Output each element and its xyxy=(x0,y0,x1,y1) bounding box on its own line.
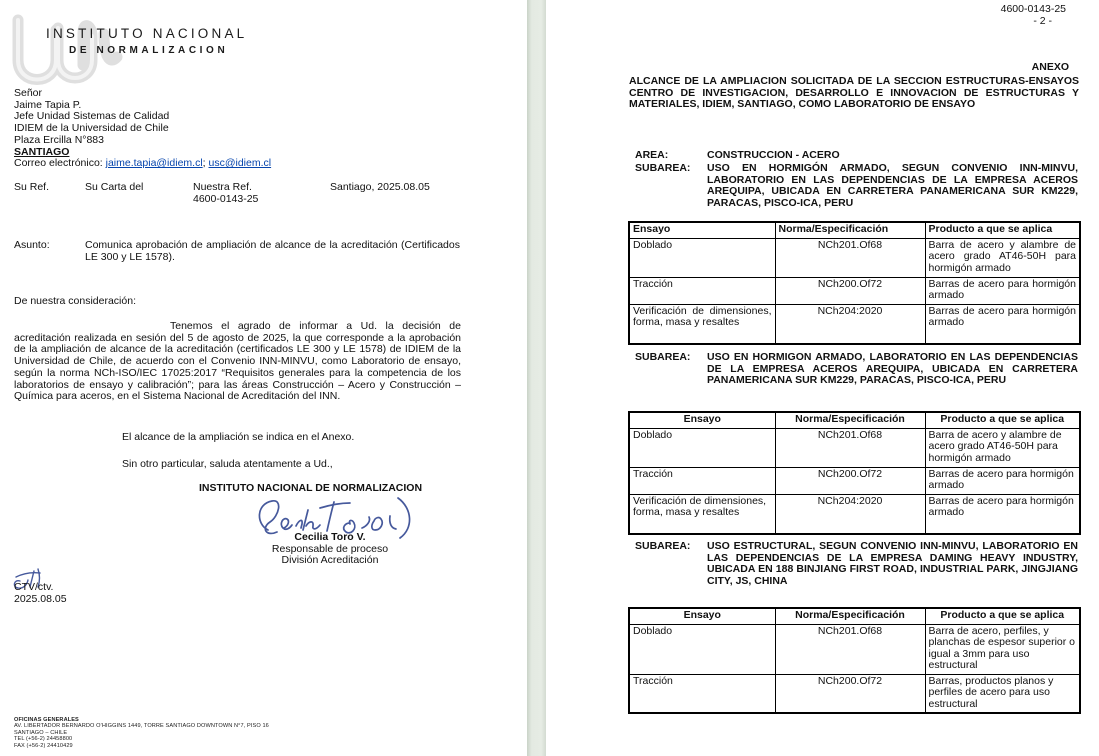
cell-ensayo: Tracción xyxy=(629,277,775,304)
table-header-ensayo: Ensayo xyxy=(629,412,775,428)
cell-ensayo: Tracción xyxy=(629,674,775,713)
cell-ensayo: Doblado xyxy=(629,624,775,674)
table-row xyxy=(629,494,1080,534)
table-header-producto: Producto a que se aplica xyxy=(925,222,1080,238)
place-date: Santiago, 2025.08.05 xyxy=(330,181,430,193)
recipient-block xyxy=(14,88,434,170)
cell-producto: Barras de acero para hormigón armado xyxy=(925,277,1080,304)
typist-initials: CTV/ctv. xyxy=(14,581,54,593)
cell-ensayo: Verificación de dimensiones, forma, masa y resaltes xyxy=(629,494,775,534)
cell-producto: Barras de acero para hormigón armado xyxy=(925,494,1080,534)
table-row xyxy=(629,277,1080,304)
recipient-line: Señor xyxy=(14,87,43,99)
subarea-label-3: SUBAREA: xyxy=(635,540,691,552)
cell-ensayo: Doblado xyxy=(629,428,775,467)
recipient-line: Jefe Unidad Sistemas de Calidad xyxy=(14,110,170,123)
table-row xyxy=(629,467,1080,494)
cell-norma: NCh200.Of72 xyxy=(775,674,925,713)
cell-norma: NCh204:2020 xyxy=(775,304,925,344)
table-header-norma: Norma/Especificación xyxy=(775,412,925,428)
email-link-2[interactable]: usc@idiem.cl xyxy=(208,157,272,170)
closing-line: Sin otro particular, saluda atentamente a Ud., xyxy=(122,458,333,470)
subarea-text-3: USO ESTRUCTURAL, SEGUN CONVENIO INN-MINVU, LABORATORIO EN LAS DEPENDENCIAS DE LA EMPRESA DAMING HEAVY INDUSTRY, UBICADA EN 188 BINJIANG FIRST ROAD, INDUSTRIAL PARK, JINGJIANG CITY, JS, CHINA xyxy=(707,540,1078,588)
table-row xyxy=(629,428,1080,467)
table-row xyxy=(629,238,1080,277)
nuestra-ref-label: Nuestra Ref. xyxy=(193,181,252,193)
signer-role-2: División Acreditación xyxy=(281,554,379,567)
table-header-row xyxy=(629,412,1080,428)
annex-table-1 xyxy=(628,221,1081,345)
recipient-line: Plaza Ercilla N°883 xyxy=(14,133,104,146)
area-value: CONSTRUCCION - ACERO xyxy=(707,149,840,161)
footer-fax: FAX (+56-2) 24410429 xyxy=(14,742,73,749)
recipient-city: SANTIAGO xyxy=(14,145,70,158)
cell-producto: Barra de acero, perfiles, y planchas de espesor superior o igual a 3mm para uso estructural xyxy=(925,624,1080,674)
anexo-note: El alcance de la ampliación se indica en el Anexo. xyxy=(122,431,355,443)
area-label: AREA: xyxy=(635,149,669,161)
email-link-1[interactable]: jaime.tapia@idiem.cl xyxy=(105,157,203,170)
recipient-line: Jaime Tapia P. xyxy=(14,98,82,111)
page-gutter xyxy=(527,0,546,756)
annex-page-number: - 2 - xyxy=(1033,15,1052,27)
footer-address: AV. LIBERTADOR BERNARDO O’HIGGINS 1449, TORRE SANTIAGO DOWNTOWN N°7, PISO 16 xyxy=(14,723,269,730)
recipient-line: IDIEM de la Universidad de Chile xyxy=(14,122,169,135)
cell-ensayo: Doblado xyxy=(629,238,775,277)
signer-block xyxy=(250,532,410,567)
table-row xyxy=(629,624,1080,674)
footer-tel: TEL (+56-2) 24458800 xyxy=(14,736,73,743)
salutation: De nuestra consideración: xyxy=(14,295,136,307)
cell-producto: Barras de acero para hormigón armado xyxy=(925,304,1080,344)
annex-page xyxy=(546,0,1099,756)
table-header-ensayo: Ensayo xyxy=(629,608,775,624)
cell-producto: Barras, productos planos y perfiles de acero para uso estructural xyxy=(925,674,1080,713)
letterhead-line1: INSTITUTO NACIONAL xyxy=(46,26,248,41)
subarea-label-1: SUBAREA: xyxy=(635,162,691,174)
email-line xyxy=(14,158,434,170)
body-paragraph: Tenemos el agrado de informar a Ud. la decisión de acreditación realizada en sesión del 5 de agosto de 2025, la que corresponde a la aprobación de la ampliación de alcance de la acreditación (certificados LE 300 y LE 1578) de IDIEM de la Universidad de Chile, de acuerdo con el Convenio INN-MINVU, como Laboratorio de ensayo, según la norma NCh-ISO/IEC 17025:2017 “Requisitos generales para la competencia de los laboratorios de ensayo y calibración”; para las áreas Construcción – Acero y Construcción – Química para aceros, en el Sistema Nacional de Acreditación del INN. xyxy=(14,320,461,403)
annex-doc-number: 4600-0143-25 xyxy=(1000,3,1066,15)
annex-title: ALCANCE DE LA AMPLIACION SOLICITADA DE LA SECCION ESTRUCTURAS-ENSAYOS CENTRO DE INVESTIGACION, DESARROLLO E INNOVACION DE ESTRUCTURAS Y MATERIALES, IDIEM, SANTIAGO, COMO LABORATORIO DE ENSAYO xyxy=(629,75,1079,111)
table-header-producto: Producto a que se aplica xyxy=(925,608,1080,624)
email-separator: ; xyxy=(202,157,209,170)
table-row xyxy=(629,674,1080,713)
letter-page xyxy=(0,0,527,756)
annex-table-3 xyxy=(628,607,1081,714)
asunto-text: Comunica aprobación de ampliación de alcance de la acreditación (Certificados LE 300 y LE 1578). xyxy=(85,239,460,263)
table-header-ensayo: Ensayo xyxy=(629,222,775,238)
su-ref-label: Su Ref. xyxy=(14,181,50,193)
su-carta-label: Su Carta del xyxy=(85,181,144,193)
table-header-row xyxy=(629,222,1080,238)
signer-role-1: Responsable de proceso xyxy=(271,542,389,555)
signer-name: Cecilia Toro V. xyxy=(294,531,366,543)
asunto-label: Asunto: xyxy=(14,239,50,251)
footer-title: OFICINAS GENERALES xyxy=(14,717,79,723)
subarea-label-2: SUBAREA: xyxy=(635,351,691,363)
table-header-producto: Producto a que se aplica xyxy=(925,412,1080,428)
annex-table-2 xyxy=(628,411,1081,535)
cell-norma: NCh201.Of68 xyxy=(775,624,925,674)
cell-norma: NCh201.Of68 xyxy=(775,238,925,277)
cell-producto: Barras de acero para hormigón armado xyxy=(925,467,1080,494)
email-label: Correo electrónico: xyxy=(14,157,106,170)
letter-date: 2025.08.05 xyxy=(14,593,67,605)
letterhead-line2: DE NORMALIZACION xyxy=(69,45,229,56)
subarea-text-1: USO EN HORMIGÓN ARMADO, SEGUN CONVENIO INN-MINVU, LABORATORIO EN LAS DEPENDENCIAS DE LA EMPRESA ACEROS AREQUIPA, UBICADA EN CARRETERA PANAMERICANA SUR KM229, PARACAS, PISCO-ICA, PERU xyxy=(707,162,1078,210)
cell-norma: NCh200.Of72 xyxy=(775,467,925,494)
page-footer xyxy=(14,717,434,749)
cell-norma: NCh200.Of72 xyxy=(775,277,925,304)
anexo-label: ANEXO xyxy=(1031,61,1069,73)
cell-ensayo: Tracción xyxy=(629,467,775,494)
cell-producto: Barra de acero y alambre de acero grado AT46-50H para hormigón armado xyxy=(925,238,1080,277)
subarea-text-2: USO EN HORMIGON ARMADO, LABORATORIO EN LAS DEPENDENCIAS DE LA EMPRESA ACEROS AREQUIPA, UBICADA EN CARRETERA PANAMERICANA SUR KM229, PARACAS, PISCO-ICA, PERU xyxy=(707,351,1078,387)
cell-norma: NCh204:2020 xyxy=(775,494,925,534)
table-header-norma: Norma/Especificación xyxy=(775,608,925,624)
cell-producto: Barra de acero y alambre de acero grado AT46-50H para hormigón armado xyxy=(925,428,1080,467)
org-name: INSTITUTO NACIONAL DE NORMALIZACION xyxy=(199,482,423,494)
nuestra-ref-value: 4600-0143-25 xyxy=(193,193,259,205)
table-header-norma: Norma/Especificación xyxy=(775,222,925,238)
table-header-row xyxy=(629,608,1080,624)
cell-ensayo: Verificación de dimensiones, forma, masa y resaltes xyxy=(629,304,775,344)
table-row xyxy=(629,304,1080,344)
footer-city: SANTIAGO – CHILE xyxy=(14,729,68,736)
cell-norma: NCh201.Of68 xyxy=(775,428,925,467)
